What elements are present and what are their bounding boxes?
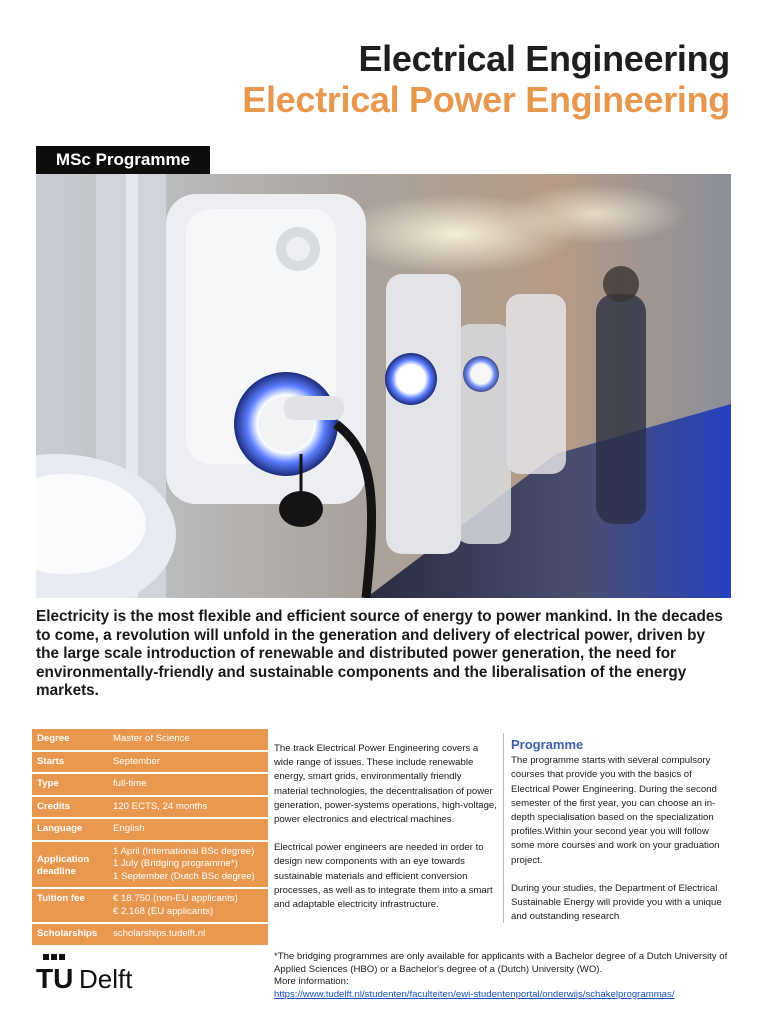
fact-value: English: [108, 819, 268, 842]
fact-label: Scholarships: [32, 924, 108, 947]
fact-label: Degree: [32, 729, 108, 752]
fact-label: Tuition fee: [32, 889, 108, 924]
more-information-link[interactable]: https://www.tudelft.nl/studenten/faculteiten/ewi-studentenportal/onderwijs/schakelprogrammas/: [274, 988, 675, 1000]
track-paragraph-1: The track Electrical Power Engineering covers a wide range of issues. These include renewable energy, smart grids, environmentally friendly material technologies, the decentralisation of power generation, power-systems operations, high-voltage, power electronics and electrical machines.: [274, 743, 497, 826]
fact-value: 1 April (International BSc degree) 1 July (Bridging programme*) 1 September (Dutch BSc degree): [108, 842, 268, 890]
more-information-label: More information:: [274, 976, 349, 987]
column-divider: [503, 733, 504, 923]
table-row: [32, 924, 268, 947]
footnote-text: *The bridging programmes are only available for applicants with a Bachelor degree of a Dutch University of Applied Sciences (HBO) or a Bachelor's degree of a (Dutch) University (WO).: [274, 951, 728, 975]
logo-delft: Delft: [79, 964, 133, 992]
table-row: [32, 752, 268, 775]
fact-label: Credits: [32, 797, 108, 820]
programme-facts-table: [32, 729, 268, 947]
fact-value: 120 ECTS, 24 months: [108, 797, 268, 820]
programme-section: [511, 738, 733, 938]
fact-label: Starts: [32, 752, 108, 775]
track-description: [274, 742, 497, 926]
footnote: [274, 951, 734, 1001]
fact-label: Type: [32, 774, 108, 797]
table-row: [32, 774, 268, 797]
fact-label: Language: [32, 819, 108, 842]
fact-value: € 18.750 (non-EU applicants) € 2.168 (EU applicants): [108, 889, 268, 924]
programme-badge: MSc Programme: [36, 146, 210, 174]
scholarships-link[interactable]: scholarships.tudelft.nl: [108, 924, 268, 947]
fact-value: September: [108, 752, 268, 775]
table-row: [32, 889, 268, 924]
fact-value: Master of Science: [108, 729, 268, 752]
track-paragraph-2: Electrical power engineers are needed in order to design new components with an eye towards sustainable materials and efficient conversion processes, as well as to integrate them into a smart and adaptable electricity infrastructure.: [274, 842, 493, 911]
ev-charger-photo: [36, 174, 731, 598]
intro-paragraph: Electricity is the most flexible and efficient source of energy to power mankind. In the decades to come, a revolution will unfold in the generation and delivery of electrical power, driven by the large scale introduction of renewable and distributed power generation, the need for environmentally-friendly and sustainable components and the liberalisation of the energy markets.: [36, 608, 723, 699]
programme-paragraph-2: During your studies, the Department of Electrical Sustainable Energy will provide you with a unique and outstanding research: [511, 882, 722, 923]
page-title: Electrical Engineering: [358, 38, 730, 79]
logo-tu: TU: [36, 963, 74, 992]
fact-value: full-time: [108, 774, 268, 797]
programme-paragraph-1: The programme starts with several compulsory courses that provide you with the basics of Electrical Power Engineering. During the second semester of the first year, you can choose an in-depth specialisation based on the specialization profiles.Within your second year you will follow some more courses and work on your graduation project.: [511, 755, 720, 866]
table-row: [32, 842, 268, 890]
programme-heading: Programme: [511, 737, 584, 752]
page-subtitle: Electrical Power Engineering: [242, 79, 730, 120]
table-row: [32, 819, 268, 842]
tu-delft-logo: [36, 952, 146, 992]
table-row: [32, 797, 268, 820]
fact-label: Application deadline: [32, 842, 108, 890]
table-row: [32, 729, 268, 752]
